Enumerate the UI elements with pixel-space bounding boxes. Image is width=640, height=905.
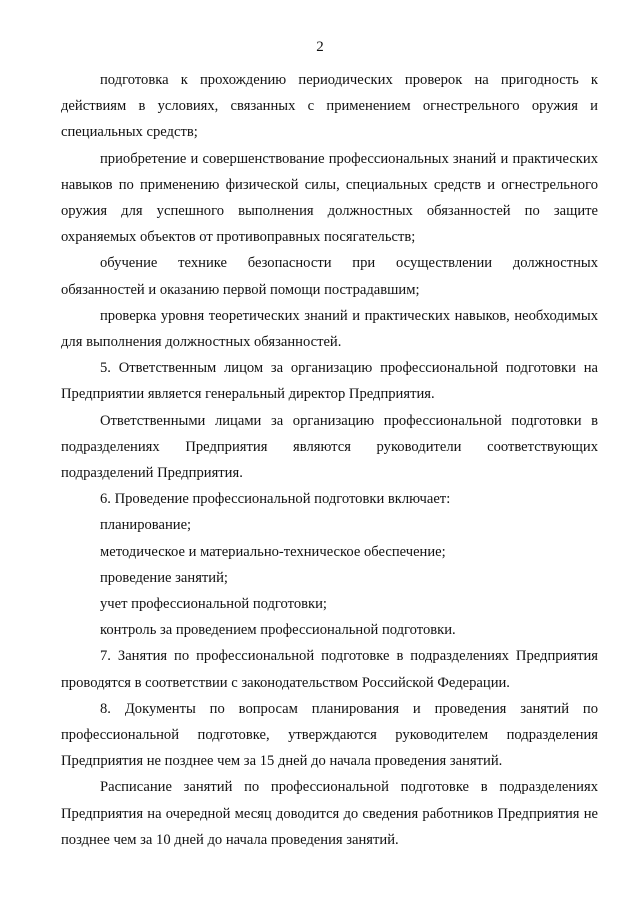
paragraph-responsible-units: Ответственными лицами за организацию профессиональной подготовки в подразделениях Предприятия являются руководители соответствующих подразделений Предприятия. <box>61 412 598 482</box>
paragraph-item-6: 6. Проведение профессиональной подготовки включает: <box>100 491 451 508</box>
paragraph-skills-acquisition: приобретение и совершенствование профессиональных знаний и практических навыков по применению физической силы, специальных средств и огнестрельного оружия для успешного выполнения должностных обязанностей по защите охраняемых объектов от противоправных посягательств; <box>61 150 598 246</box>
paragraph-item-7: 7. Занятия по профессиональной подготовке в подразделениях Предприятия проводятся в соответствии с законодательством Российской Федерации. <box>61 648 598 691</box>
paragraph-schedule: Расписание занятий по профессиональной подготовке в подразделениях Предприятия на очередной месяц доводится до сведения работников Предприятия не позднее чем за 10 дней до начала проведения занятий. <box>61 779 598 848</box>
list-item-methodical-support: методическое и материально-техническое обеспечение; <box>100 543 446 560</box>
page-number: 2 <box>316 39 324 55</box>
list-item-conducting-classes: проведение занятий; <box>100 569 228 586</box>
document-body <box>61 67 598 853</box>
paragraph-safety-training: обучение технике безопасности при осуществлении должностных обязанностей и оказанию первой помощи пострадавшим; <box>61 255 598 298</box>
paragraph-item-5: 5. Ответственным лицом за организацию профессиональной подготовки на Предприятии является генеральный директор Предприятия. <box>61 360 598 403</box>
list-item-control: контроль за проведением профессиональной подготовки. <box>100 622 456 639</box>
paragraph-periodic-checks: подготовка к прохождению периодических проверок на пригодность к действиям в условиях, связанных с применением огнестрельного оружия и специальных средств; <box>61 72 598 141</box>
paragraph-item-8: 8. Документы по вопросам планирования и проведения занятий по профессиональной подготовке, утверждаются руководителем подразделения Предприятия не позднее чем за 15 дней до начала проведения занятий. <box>61 700 598 770</box>
list-item-accounting: учет профессиональной подготовки; <box>100 596 327 613</box>
list-item-planning: планирование; <box>100 517 192 534</box>
paragraph-knowledge-check: проверка уровня теоретических знаний и практических навыков, необходимых для выполнения должностных обязанностей. <box>61 307 598 351</box>
